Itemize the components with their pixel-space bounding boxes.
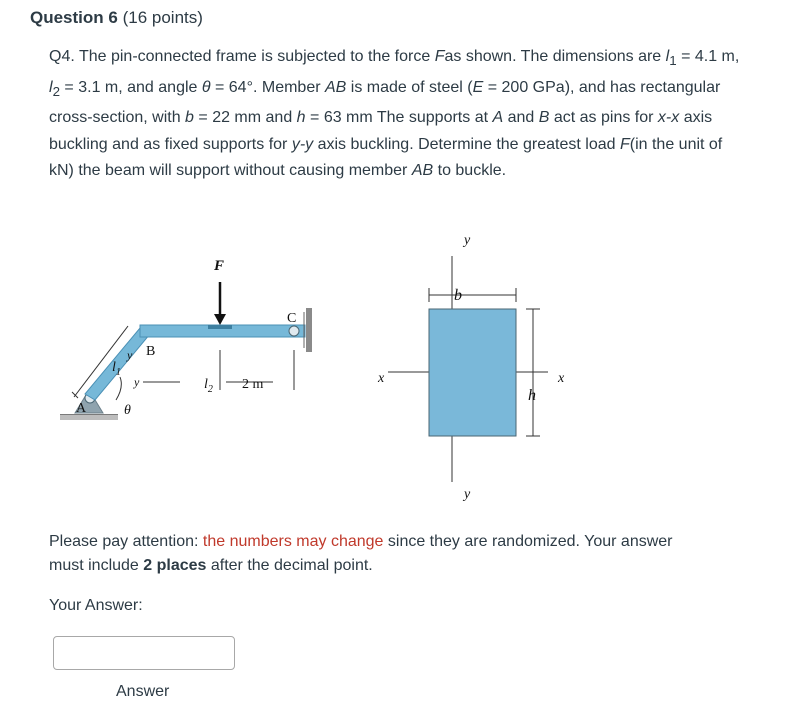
- question-text-run: 2: [52, 83, 60, 99]
- dimension-line: [143, 350, 294, 390]
- note-highlight: the numbers may change: [202, 533, 384, 550]
- question-text-run: 1: [669, 53, 677, 69]
- question-text-run: B: [538, 109, 550, 127]
- section-x-left: x: [378, 371, 385, 386]
- cross-section: [388, 256, 548, 482]
- label-l1: $l_1$: [112, 360, 121, 378]
- section-x-right: x: [558, 371, 565, 386]
- label-2m: 2 m: [242, 377, 264, 392]
- question-title: Question 6: [30, 8, 118, 27]
- question-text-run: F: [619, 135, 630, 153]
- question-text-run: F: [434, 48, 445, 65]
- label-a: A: [76, 401, 87, 416]
- question-text-run: = 200 GPa), and has rectangular cross-section, with: [49, 78, 721, 127]
- question-points: (16 points): [122, 8, 203, 27]
- note-text: Please pay attention:: [49, 533, 203, 550]
- question-text-run: act as pins for: [549, 109, 658, 127]
- question-text-run: = 63 mm The supports at: [305, 109, 493, 127]
- question-text: [49, 44, 749, 184]
- question-text-run: AB: [325, 78, 347, 96]
- question-text-run: axis buckling and as fixed supports for: [49, 109, 713, 153]
- question-text-run: = 4.1 m,: [676, 48, 740, 65]
- question-text-run: x-x: [657, 109, 680, 127]
- question-text-run: axis buckling. Determine the greatest load: [313, 135, 620, 153]
- label-y: y: [127, 348, 133, 362]
- frame-diagram: [28, 222, 728, 522]
- answer-field-label: Answer: [116, 683, 170, 700]
- question-text-run: A: [492, 109, 504, 127]
- question-text-run: = 3.1 m, and angle: [59, 78, 202, 96]
- member-ab: [85, 327, 150, 400]
- your-answer-label: Your Answer:: [49, 597, 143, 614]
- question-text-run: as shown. The dimensions are: [444, 48, 666, 65]
- force-arrow: [214, 282, 226, 325]
- label-l2: $l_2$: [204, 377, 213, 395]
- section-h: h: [528, 387, 536, 404]
- section-b: b: [454, 287, 462, 304]
- question-text-run: to buckle.: [433, 162, 507, 179]
- question-text-run: θ: [201, 78, 211, 96]
- question-text-run: l: [665, 48, 670, 65]
- section-y-bottom: y: [464, 487, 471, 502]
- question-text-run: AB: [411, 162, 434, 179]
- label-theta: θ: [124, 403, 131, 418]
- question-text-run: Q4. The pin-connected frame is subjected to the force: [49, 48, 435, 65]
- question-text-run: is made of steel (: [346, 78, 473, 96]
- question-text-run: and: [503, 109, 539, 127]
- section-y-top: y: [464, 233, 471, 248]
- label-f: F: [214, 258, 225, 274]
- answer-input[interactable]: [53, 636, 235, 670]
- note-text-middle: since they are randomized. Your answer must include: [49, 533, 673, 574]
- question-text-run: h: [296, 109, 306, 127]
- question-text-run: = 64°. Member: [210, 78, 325, 96]
- question-text-run: b: [185, 109, 194, 127]
- question-text-run: y-y: [291, 135, 314, 153]
- question-header: [30, 8, 203, 28]
- question-text-run: (in the unit of kN) the beam will support without causing member: [49, 135, 723, 179]
- label-b: B: [146, 344, 156, 359]
- question-text-run: E: [472, 78, 484, 96]
- label-c: C: [287, 311, 297, 326]
- label-y2: y: [134, 375, 140, 389]
- note-text-end: after the decimal point.: [206, 557, 373, 574]
- note-bold: 2 places: [143, 557, 207, 574]
- question-text-run: = 22 mm and: [193, 109, 297, 127]
- randomization-note: [49, 530, 689, 578]
- question-text-run: l: [49, 78, 53, 96]
